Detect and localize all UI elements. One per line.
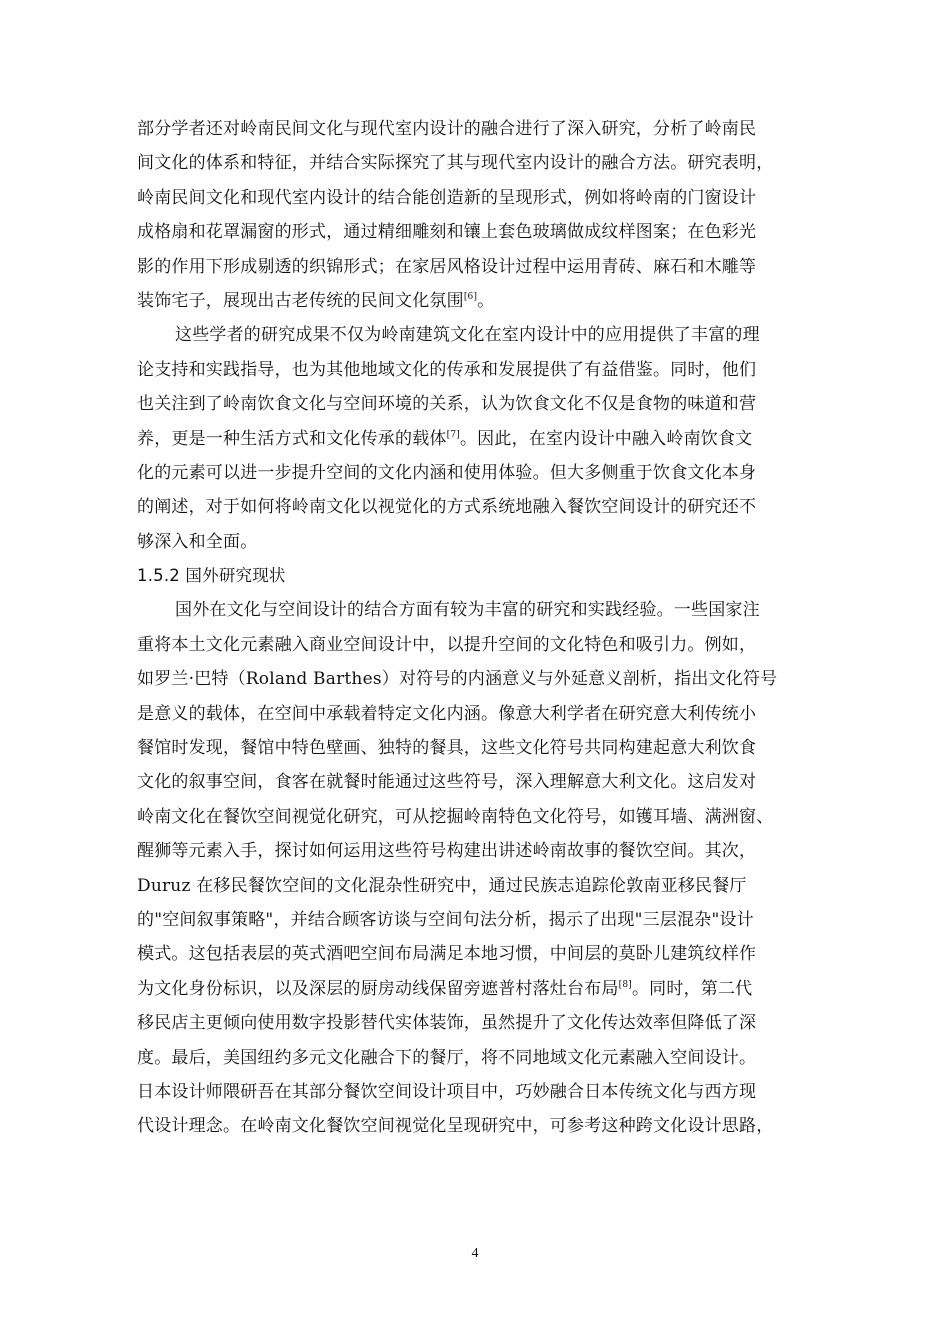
text-line: 部分学者还对岭南民间文化与现代室内设计的融合进行了深入研究，分析了岭南民 [137,119,757,139]
text-line: 岭南文化在餐饮空间视觉化研究，可从挖掘岭南特色文化符号，如镬耳墙、满洲窗、 [137,806,774,827]
text-line: 也关注到了岭南饮食文化与空间环境的关系，认为饮食文化不仅是食物的味道和营 [137,394,757,415]
text-line: 移民店主更倾向使用数字投影替代实体装饰，虽然提升了文化传达效率但降低了深 [137,1013,757,1034]
text-line: 重将本土文化元素融入商业空间设计中，以提升空间的文化特色和吸引力。例如， [137,634,757,655]
citation-ref: [7] [446,429,460,440]
citation-ref: [6] [463,291,478,302]
text-line: 岭南民间文化和现代室内设计的结合能创造新的呈现形式，例如将岭南的门窗设计 [137,187,757,208]
text-line: 成格扇和花罩漏窗的形式，通过精细雕刻和镶上套色玻璃做成纹样图案；在色彩光 [137,222,757,243]
text-segment: 养，更是一种生活方式和文化传承的载体 [137,428,447,449]
text-line [137,284,837,318]
text-line: 如罗兰·巴特（Roland Barthes）对符号的内涵意义与外延意义剖析，指出文化符号 [137,669,778,690]
text-line: Duruz 在移民餐饮空间的文化混杂性研究中，通过民族志追踪伦敦南亚移民餐厅 [137,875,747,896]
text-line: 醒狮等元素入手，探讨如何运用这些符号构建出讲述岭南故事的餐饮空间。其次， [137,841,757,862]
text-line: 代设计理念。在岭南文化餐饮空间视觉化呈现研究中，可参考这种跨文化设计思路， [137,1116,774,1137]
text-segment: 。因此，在室内设计中融入岭南饮食文 [459,428,753,449]
text-segment: 。同时，第二代 [631,978,753,999]
text-line: 间文化的体系和特征，并结合实际探究了其与现代室内设计的融合方法。研究表明， [137,153,774,174]
citation-ref: [8] [618,979,632,990]
text-line: 论支持和实践指导，也为其他地域文化的传承和发展提供了有益借鉴。同时，他们 [137,359,757,380]
text-segment: 为文化身份标识，以及深层的厨房动线保留旁遮普村落灶台布局 [137,978,619,999]
body-text [137,112,837,1144]
text-segment: 。 [477,290,495,311]
text-line: 影的作用下形成剔透的织锦形式；在家居风格设计过程中运用青砖、麻石和木雕等 [137,256,757,277]
text-line: 这些学者的研究成果不仅为岭南建筑文化在室内设计中的应用提供了丰富的理 [175,325,760,346]
text-line: 的阐述，对于如何将岭南文化以视觉化的方式系统地融入餐饮空间设计的研究还不 [137,497,757,518]
text-line: 文化的叙事空间，食客在就餐时能通过这些符号，深入理解意大利文化。这启发对 [137,772,757,793]
text-line: 模式。这包括表层的英式酒吧空间布局满足本地习惯，中间层的莫卧儿建筑纹样作 [137,944,757,965]
text-line: 够深入和全面。 [137,531,258,552]
section-heading: 1.5.2 国外研究现状 [137,566,286,586]
text-line: 国外在文化与空间设计的结合方面有较为丰富的研究和实践经验。一些国家注 [175,600,760,621]
page-number: 4 [471,1246,479,1261]
text-line: 餐馆时发现，餐馆中特色壁画、独特的餐具，这些文化符号共同构建起意大利饮食 [137,738,757,759]
text-line: 的"空间叙事策略"，并结合顾客访谈与空间句法分析，揭示了出现"三层混杂"设计 [137,909,754,930]
text-line: 度。最后，美国纽约多元文化融合下的餐厅，将不同地域文化元素融入空间设计。 [137,1047,757,1068]
text-line [137,972,837,1006]
text-line: 日本设计师隈研吾在其部分餐饮空间设计项目中，巧妙融合日本传统文化与西方现 [137,1081,757,1102]
text-line [137,422,837,456]
text-line: 是意义的载体，在空间中承载着特定文化内涵。像意大利学者在研究意大利传统小 [137,703,757,724]
text-segment: 装饰宅子，展现出古老传统的民间文化氛围 [137,290,464,311]
text-line: 化的元素可以进一步提升空间的文化内涵和使用体验。但大多侧重于饮食文化本身 [137,462,757,483]
